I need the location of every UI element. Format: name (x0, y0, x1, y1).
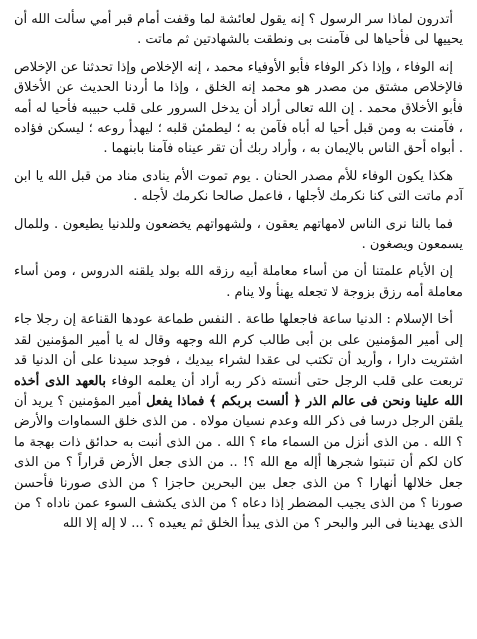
text-line: عن الإخلاص فالإخلاص مشتق من مصدر هو محمد إنه الخلق ، وإذا ما أردنا (14, 59, 463, 96)
paragraph-6 (14, 310, 463, 534)
text-line: الذى يبدأ الخلق ثم يعيده ؟ ... لا إله إلا الله (62, 516, 289, 532)
text-line: رجلا جاء إلى أمير المؤمنين على بن أبى طالب كرم الله وجهه وقال له يا أمير (14, 312, 463, 348)
text-line: هكذا يكون الوفاء للأم مصدر الحنان . يوم تموت الأم ينادى مناد من قبل (66, 168, 453, 184)
paragraph-1 (14, 10, 463, 51)
text-line: يحييها لى فأحياها لى فآمنت بى ونطقت بالشهادتين ثم ماتت . (137, 32, 463, 48)
text-line: على أن الدنيا قد تربعت على قلب الرجل حتى أنسته ذكر ربه أراد أن يعلمه الوفاء (14, 353, 463, 389)
paragraph-5 (14, 262, 463, 303)
text-line: أخا الإسلام : الدنيا ساعة فاجعلها طاعة . النفس طماعة عودها القناعة إن (58, 312, 453, 328)
text-line: بالعهد الذى أخذه الله علينا ونحن فى عالم الذر ﴿ ألست بربكم ﴾ فماذا يفعل (14, 373, 463, 409)
text-line: البحرين حاجزا ؟ من الذى صورنا فأحسن صورنا ؟ من الذى يجيب المضطر إذا (14, 475, 463, 511)
text-line: إن الأيام علمتنا أن من أساء معاملة أبيه رزقه الله بولد يلقنه الدروس ، ومن (38, 264, 453, 280)
text-line: أساء معاملة أمه رزق بزوجة لا تجعله يهنأ ولا ينام . (14, 264, 463, 300)
text-line: الذى أنبت به حدائق ذات بهجة ما كان لكم أن تنبتوا شجرها أإله مع الله ؟! .. (14, 434, 463, 471)
text-line: الحديث عن الأخلاق فأبو الأخلاق محمد . إن الله تعالى أراد أن يدخل السرور (14, 80, 463, 116)
paragraph-2 (14, 58, 463, 160)
text-line: الذى خلق السماوات والأرض ؟ الله . من الذى أنزل من السماء ماء ؟ الله . من (14, 414, 463, 450)
text-line: على قلب حبيبه فأحيا له أمه ، فآمنت به ومن قبل أحيا له أباه فآمن به ؛ ليطمئن (14, 100, 463, 137)
paragraph-3 (14, 167, 463, 208)
paragraph-4 (14, 215, 463, 256)
text-line: تقر عيناه فآمنا بابنهما . (103, 141, 226, 157)
text-line: إنه الوفاء ، وإذا ذكر الوفاء فأبو الأوفياء محمد ، إنه الإخلاص وإذا تحدثنا (78, 59, 453, 75)
text-line: وللمال يسمعون ويصغون . (14, 216, 463, 253)
text-line: قلبه ؛ ليهدأ روعه ؛ ليسكن فؤاده . أبواه أحق الناس بالإيمان به ، وأراد ربك أن (14, 121, 463, 157)
text-line: من الذى جعل الأرض قراراً ؟ من الذى جعل خلالها أنهارا ؟ من الذى جعل بين (14, 455, 463, 491)
text-line: دعاه ؟ من الذى يكشف السوء عمن ناداه ؟ من الذى يهدينا فى البر والبحر ؟ من (14, 495, 463, 532)
document-page (14, 10, 463, 630)
text-line: أتدرون لماذا سر الرسول ؟ إنه يقول لعائشة لما وقفت أمام قبر أمي سألت الله أن (14, 12, 453, 27)
text-line: فما بالنا نرى الناس لامهاتهم يعقون ، ولشهواتهم يخضعون وللدنيا يطيعون . (49, 216, 453, 232)
text-line: أمير المؤمنين ؟ يريد أن يلقن الرجل درسا فى ذكر الله وعدم نسيان مولاه . من (14, 393, 463, 430)
text-line: المؤمنين لقد اشتريت دارا ، وأريد أن تكتب لى عقدا لشراء بيديك ، فوجد سيدنا (14, 332, 463, 369)
text-line: الله يا ابن آدم ماتت التى كنا نكرمك لأجلها ، فاعمل صالحا نكرمك لأجله . (14, 168, 463, 205)
